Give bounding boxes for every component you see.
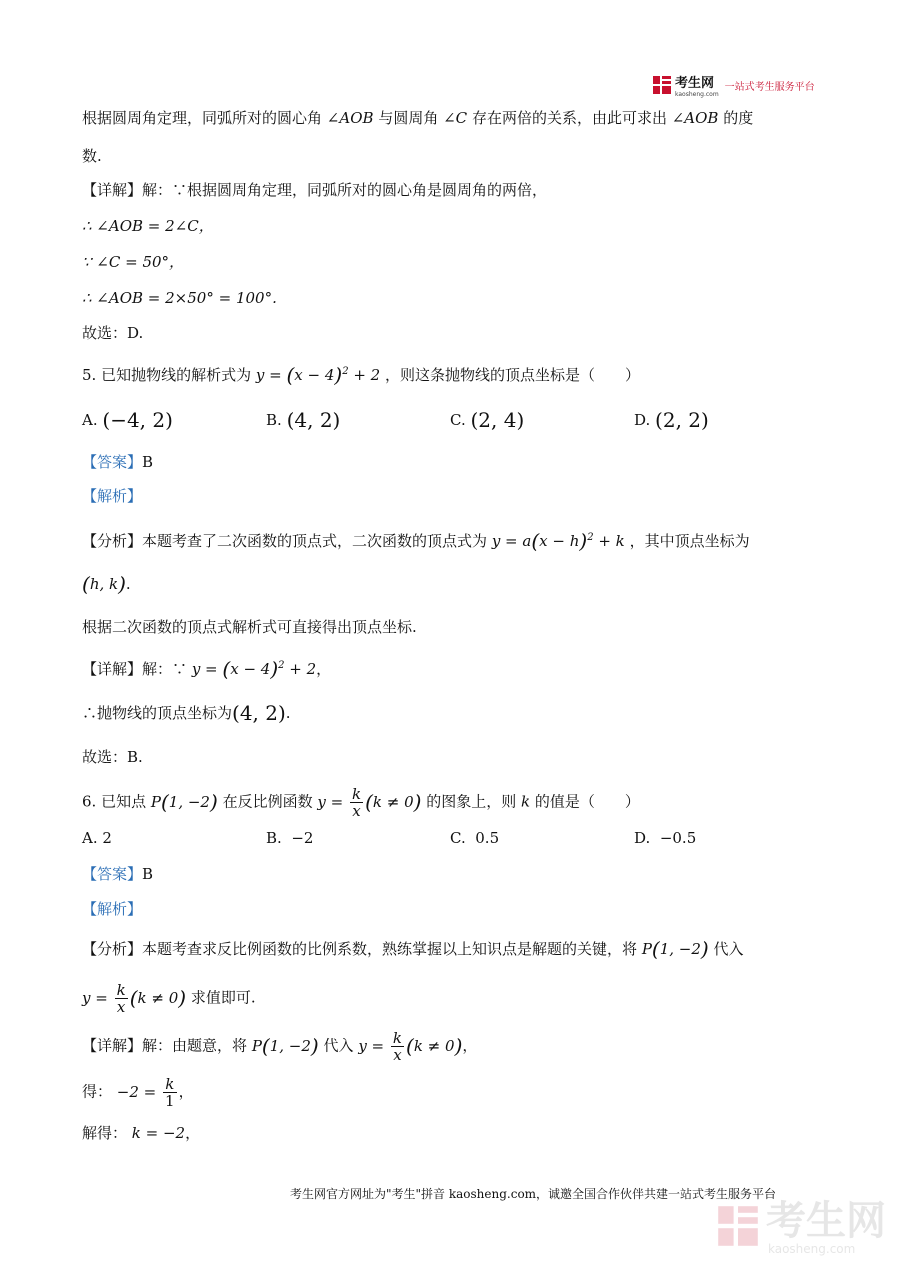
q5-detail-tag: 【详解】 — [82, 660, 143, 678]
watermark-name: 考生网 — [766, 1198, 886, 1244]
watermark-url: kaosheng.com — [768, 1242, 856, 1256]
q6-answer — [82, 864, 153, 884]
q5-fenxi-text-c: . — [125, 575, 131, 593]
brand-name: 考生网 — [675, 76, 715, 91]
math-point-p-3: P(1, −2) — [251, 1033, 319, 1058]
q4-hint-text-a: 根据圆周角定理，同弧所对的圆心角 — [82, 109, 323, 127]
q6-detail-tag: 【详解】 — [82, 1036, 143, 1055]
q6-option-b: B. −2 — [266, 829, 314, 847]
q4-step1: ∴ ∠AOB = 2∠C， — [82, 217, 214, 235]
q4-hint-text-d: 的度 — [723, 109, 754, 127]
q6-fenxi-line2 — [82, 982, 256, 1015]
q6-fenxi-tag: 【分析】 — [82, 940, 143, 958]
q5-answer-tag: 【答案】 — [82, 453, 143, 471]
q6-detail-text-a: 解：由题意，将 — [142, 1036, 248, 1055]
q4-detail — [82, 180, 547, 200]
q6-answer-tag: 【答案】 — [82, 865, 143, 883]
math-k: k — [516, 792, 535, 811]
math-k-result: k = −2 — [131, 1124, 186, 1142]
math-angle-aob: ∠AOB — [326, 109, 374, 127]
q5-stem-text-a: 5. 已知抛物线的解析式为 — [82, 366, 252, 384]
q5-option-a: A. (−4, 2) — [82, 408, 173, 432]
q6-solve-comma: ， — [185, 1124, 201, 1142]
q5-detail-text-b: ， — [316, 660, 332, 678]
header-logo — [652, 72, 815, 98]
q5-conclusion: 故选：B. — [82, 748, 143, 766]
q6-stem — [82, 786, 640, 819]
q6-detail — [82, 1030, 477, 1063]
watermark-logo-icon — [716, 1204, 760, 1252]
math-inverse-func-2: y = $\frac{k}{x}$ (k ≠ 0) — [82, 981, 187, 1016]
brand-slogan: 一站式考生服务平台 — [724, 81, 815, 93]
q5-fenxi-vertex — [82, 574, 131, 594]
kaosheng-logo-icon — [652, 75, 672, 95]
q5-result-text: ∴抛物线的顶点坐标为 — [82, 704, 233, 722]
q4-detail-tag: 【详解】 — [82, 181, 143, 199]
q6-stem-text-c: 的图象上，则 — [426, 792, 517, 811]
q6-fenxi-text-b: 代入 — [713, 940, 744, 958]
q5-stem — [82, 362, 640, 385]
q4-hint-text-c: 存在两倍的关系，由此可求出 — [471, 109, 667, 127]
q5-answer-value: B — [142, 453, 154, 471]
q5-fenxi-text-a: 本题考查了二次函数的顶点式，二次函数的顶点式为 — [142, 532, 488, 550]
q5-answer — [82, 452, 153, 472]
q5-fenxi-tag: 【分析】 — [82, 532, 143, 550]
q4-detail-text: 解：∵根据圆周角定理，同弧所对的圆心角是圆周角的两倍， — [142, 181, 548, 199]
q5-option-c: C. (2, 4) — [450, 408, 525, 432]
q5-detail-text-a: 解：∵ — [142, 660, 188, 678]
q4-step2: ∵ ∠C = 50°， — [82, 253, 185, 271]
math-eq-k-over-1: −2 = $\frac{k}{1}$ — [116, 1075, 175, 1110]
math-vertex-form: $y = a(x - h)^2 + k$ — [491, 529, 625, 553]
q6-detail-text-b: 代入 — [323, 1036, 354, 1055]
math-angle-aob-2: ∠AOB — [671, 109, 719, 127]
q5-result-dot: . — [285, 704, 291, 722]
q5-option-d: D. (2, 2) — [634, 408, 709, 432]
q5-option-b: B. (4, 2) — [266, 408, 341, 432]
q4-step3: ∴ ∠AOB = 2×50° = 100°. — [82, 289, 277, 307]
q6-answer-value: B — [142, 865, 154, 883]
math-inverse-func: y = $\frac{k}{x}$ (k ≠ 0) — [317, 785, 422, 820]
q6-equation-comma: ， — [178, 1082, 194, 1101]
q4-hint-text-b: 与圆周角 — [378, 109, 439, 127]
math-point-p: P(1, −2) — [150, 789, 218, 814]
q5-fenxi-text-b: ，其中顶点坐标为 — [629, 532, 750, 550]
q6-fenxi-text-c: 求值即可. — [190, 988, 256, 1007]
q5-stem-text-b: ，则这条抛物线的顶点坐标是（ ） — [385, 366, 641, 384]
watermark — [716, 1200, 886, 1256]
q5-fenxi-line2: 根据二次函数的顶点式解析式可直接得出顶点坐标. — [82, 618, 417, 636]
brand-url: kaosheng.com — [675, 91, 719, 98]
q4-conclusion: 故选：D. — [82, 324, 144, 342]
math-inverse-func-3: y = $\frac{k}{x}$ (k ≠ 0) — [358, 1029, 463, 1064]
q6-equation-label: 得： — [82, 1082, 113, 1101]
math-parabola-eq: $y = (x - 4)^2 + 2$ — [255, 363, 381, 387]
q4-hint-line2: 数. — [82, 147, 102, 165]
math-parabola-eq-2: $y = (x - 4)^2 + 2$ — [191, 657, 317, 681]
q6-option-d: D. −0.5 — [634, 829, 697, 847]
q5-fenxi — [82, 528, 750, 551]
q5-detail — [82, 656, 331, 679]
q6-equation — [82, 1076, 194, 1109]
page-footer: 考生网官方网址为"考生"拼音 kaosheng.com，诚邀全国合作伙伴共建一站式考生服务平台 — [290, 1187, 777, 1201]
q6-solve — [82, 1123, 200, 1143]
q6-fenxi-text-a: 本题考查求反比例函数的比例系数，熟练掌握以上知识点是解题的关键，将 — [142, 940, 638, 958]
math-vertex-hk: (h, k) — [82, 572, 126, 596]
math-angle-c: ∠C — [443, 109, 468, 127]
q6-stem-text-b: 在反比例函数 — [222, 792, 313, 811]
q6-analysis-tag: 【解析】 — [82, 900, 143, 918]
q4-hint-line1 — [82, 108, 753, 128]
q6-detail-text-c: ， — [462, 1036, 478, 1055]
q6-option-a: A. 2 — [82, 829, 112, 847]
q6-solve-label: 解得： — [82, 1124, 128, 1142]
q6-option-c: C. 0.5 — [450, 829, 500, 847]
math-point-p-2: P(1, −2) — [641, 937, 709, 961]
q6-stem-text-a: 6. 已知点 — [82, 792, 147, 811]
q5-result — [82, 703, 291, 723]
math-vertex-42: (4, 2) — [232, 701, 286, 725]
q6-fenxi — [82, 939, 744, 959]
q6-stem-text-d: 的值是（ ） — [534, 792, 640, 811]
q5-analysis-tag: 【解析】 — [82, 487, 143, 505]
